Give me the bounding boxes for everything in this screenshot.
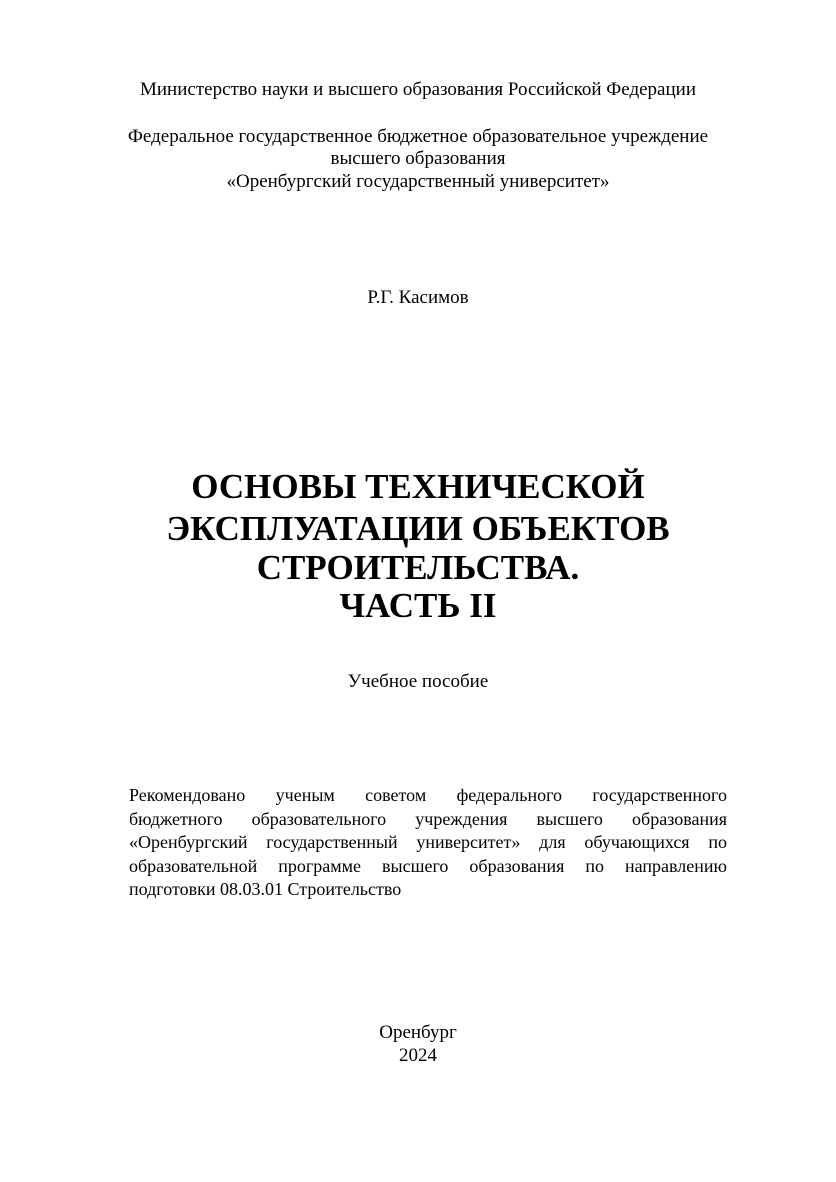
publication-city: Оренбург <box>379 1022 457 1043</box>
publication-year: 2024 <box>399 1045 437 1066</box>
recommendation-line-1: Рекомендовано ученым советом федерального государственного <box>129 785 727 805</box>
recommendation-line-4: образовательной программе высшего образования по направлению <box>129 855 727 876</box>
document-title-line-3: СТРОИТЕЛЬСТВА. <box>256 548 580 587</box>
recommendation-paragraph <box>129 784 727 902</box>
institution-line-2: высшего образования <box>330 148 506 169</box>
document-title-line-1: ОСНОВЫ ТЕХНИЧЕСКОЙ <box>191 467 645 506</box>
document-title-line-4: ЧАСТЬ II <box>339 586 497 625</box>
recommendation-line-2: бюджетного образовательного учреждения высшего образования <box>129 808 727 829</box>
recommendation-line-5: подготовки 08.03.01 Строительство <box>129 879 402 899</box>
author-name: Р.Г. Касимов <box>367 287 469 308</box>
institution-line-1: Федеральное государственное бюджетное образовательное учреждение <box>127 126 709 147</box>
recommendation-line-3: «Оренбургский государственный университет» для обучающихся по <box>129 832 727 852</box>
institution-line-3: «Оренбургский государственный университет» <box>226 171 610 192</box>
document-type: Учебное пособие <box>347 671 489 692</box>
document-title-line-2: ЭКСПЛУАТАЦИИ ОБЪЕКТОВ <box>166 509 670 548</box>
ministry-name: Министерство науки и высшего образования Российской Федерации <box>140 79 696 100</box>
